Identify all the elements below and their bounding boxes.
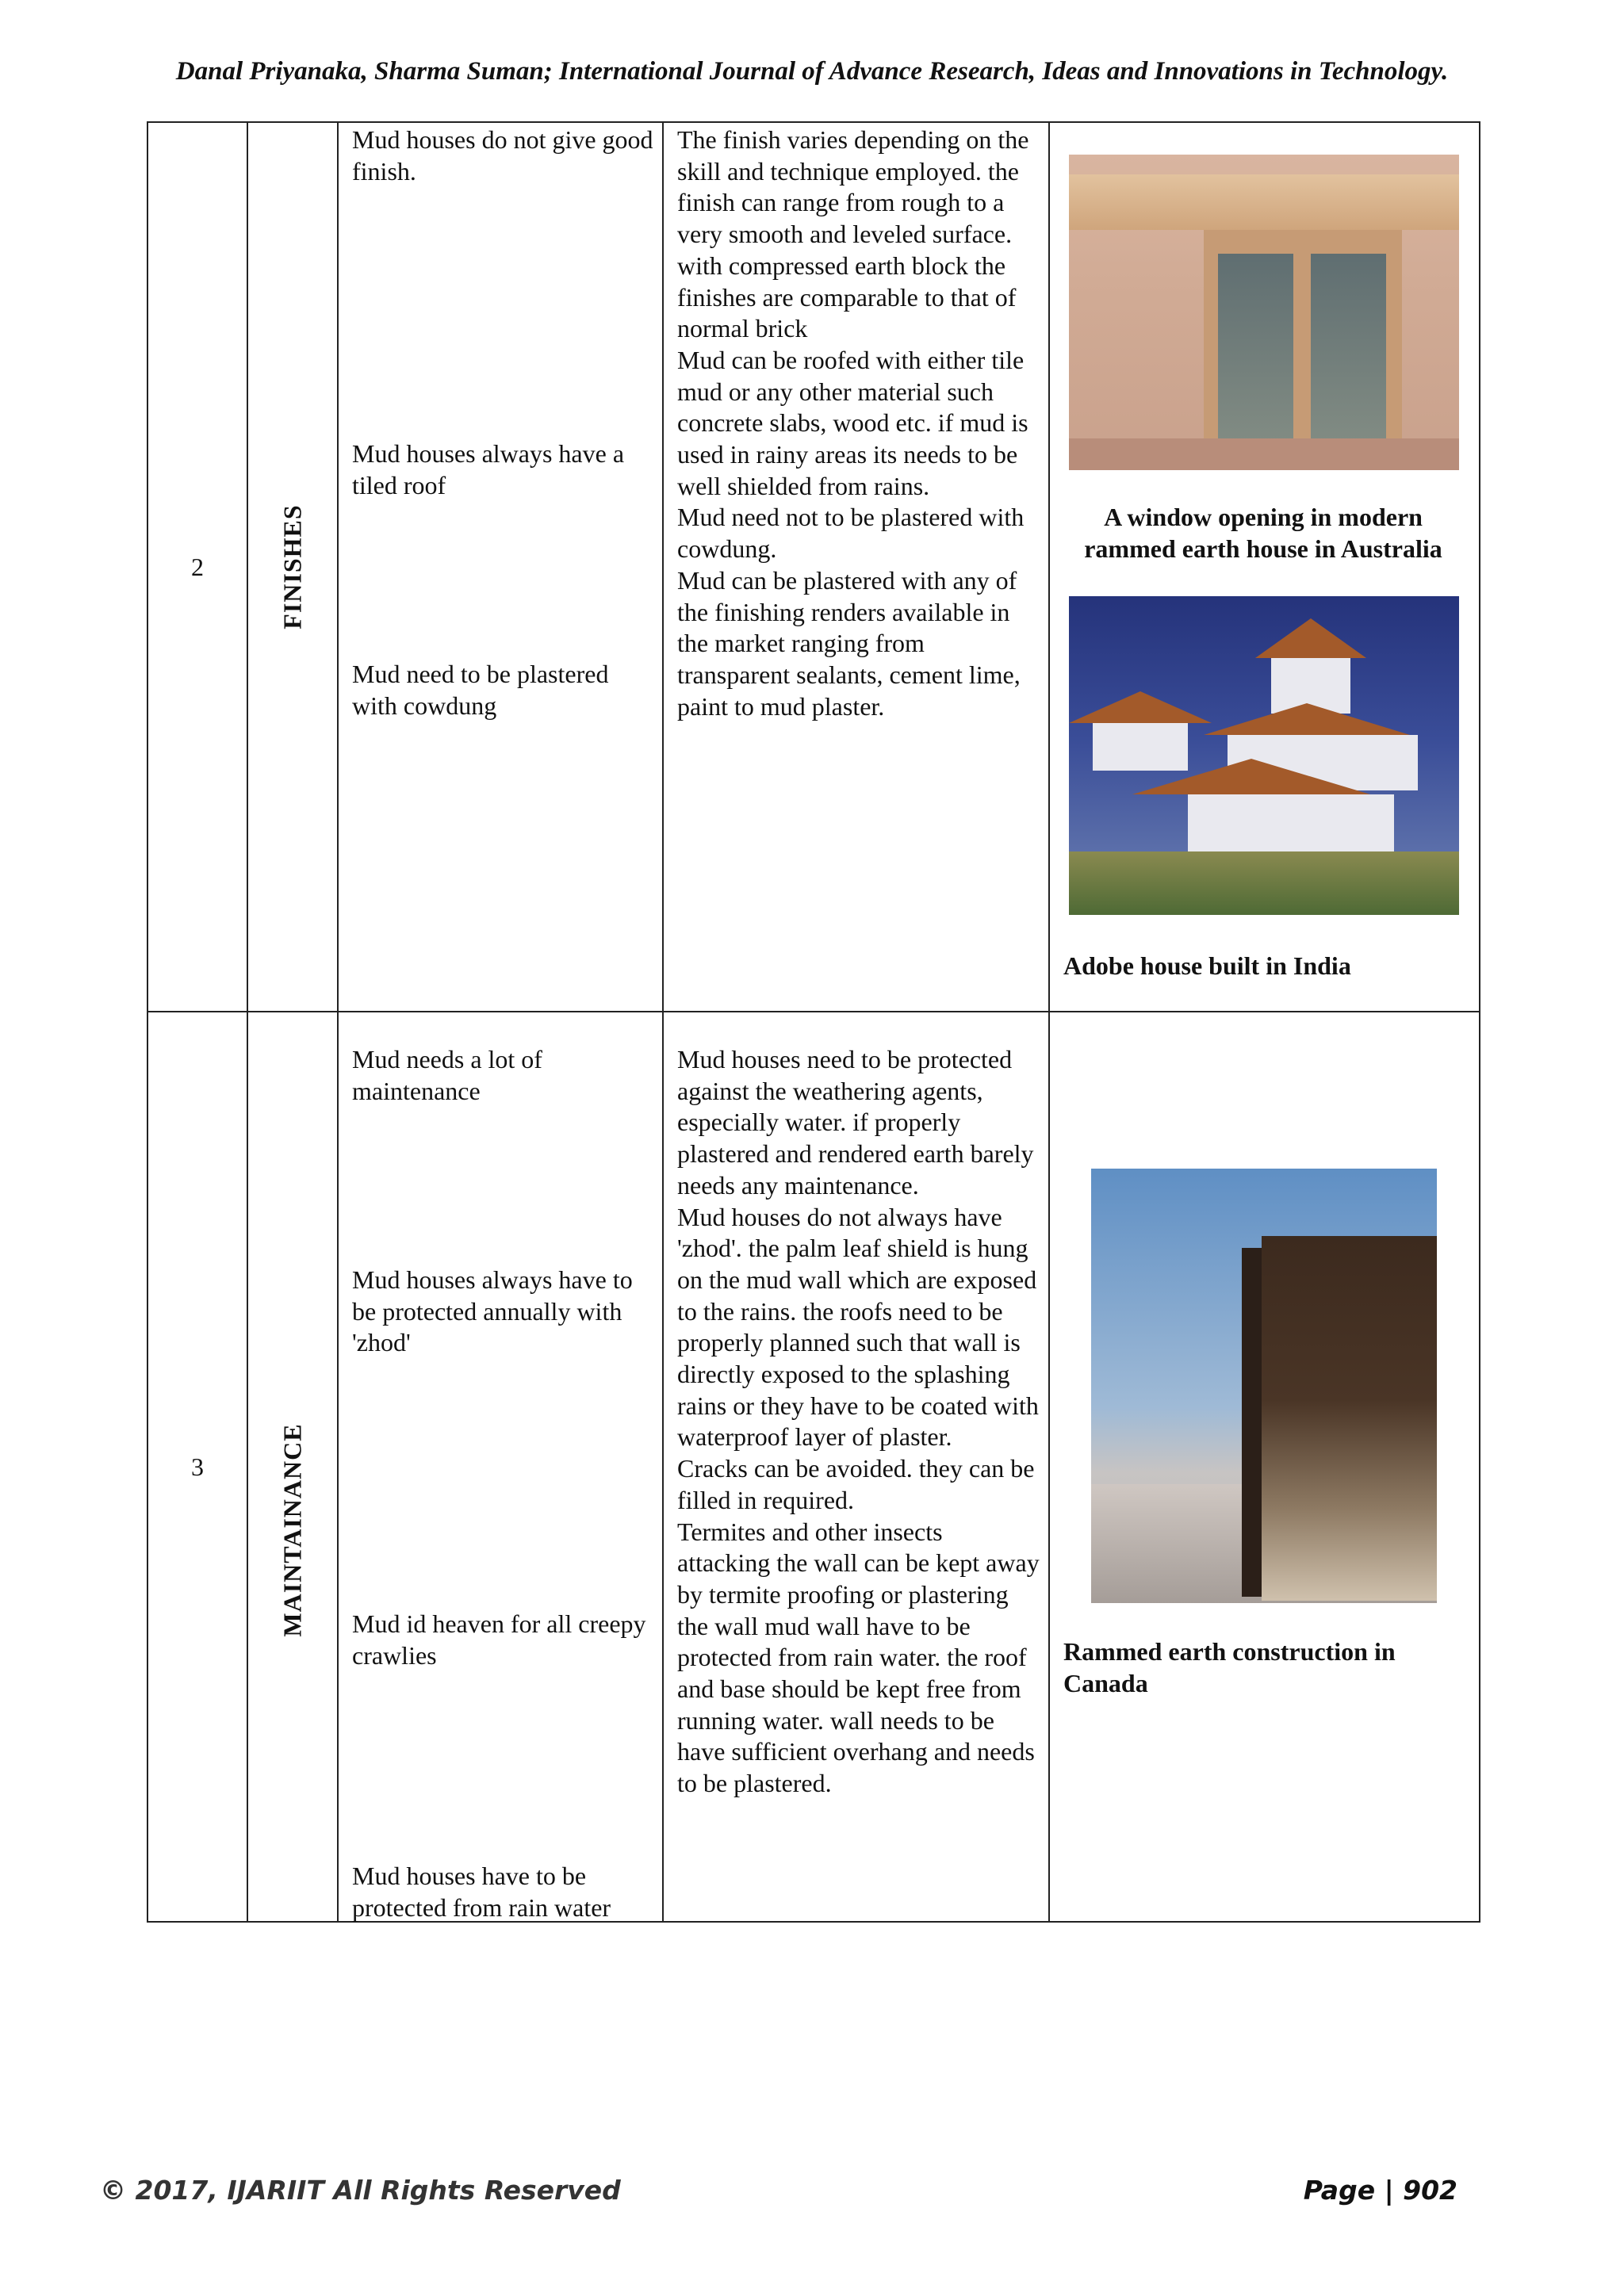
fact-text: Cracks can be avoided. they can be filled in required. bbox=[677, 1454, 1035, 1514]
myth-text: Mud id heaven for all creepy crawlies bbox=[352, 1609, 646, 1670]
category-cell bbox=[247, 1012, 338, 1922]
fact-text: Mud houses need to be protected against the weathering agents, especially water. if properly plastered and rendered earth barely needs any maintenance. bbox=[677, 1045, 1034, 1200]
myth-text: Mud houses always have a tiled roof bbox=[352, 439, 625, 499]
myth-text: Mud houses do not give good finish. bbox=[352, 125, 653, 186]
fact-text: The finish varies depending on the skill and technique employed. the finish can range from rough to a very smooth and leveled surface. with compressed earth block the finishes are comparable to that of normal brick bbox=[677, 125, 1029, 343]
fact-text: Mud can be plastered with any of the finishing renders available in the market ranging from transparent sealants, cement lime, paint to mud plaster. bbox=[677, 565, 1021, 721]
table-row-maintenance bbox=[147, 1012, 1480, 1922]
adobe-house-photo bbox=[1069, 596, 1459, 915]
fact-text: Termites and other insects attacking the wall can be kept away by termite proofing or plastering the wall mud wall have to be protected from rain water. the roof and base should be kept free from running water. wall needs to be have sufficient overhang and needs to be plastered. bbox=[677, 1517, 1040, 1798]
myths-cell bbox=[338, 122, 663, 1012]
facts-cell bbox=[663, 1012, 1049, 1922]
fact-text: Mud can be roofed with either tile mud or any other material such concrete slabs, wood etc. if mud is used in rainy areas its needs to be well shielded from rains. bbox=[677, 345, 1028, 500]
row-number: 2 bbox=[147, 122, 247, 1012]
fact-text: Mud houses do not always have 'zhod'. the palm leaf shield is hung on the mud wall which are exposed to the rains. the roofs need to be properly planned such that wall is directly exposed to the splashing rains or they have to be coated with waterproof layer of plaster. bbox=[677, 1202, 1039, 1452]
journal-header: Danal Priyanaka, Sharma Suman; International Journal of Advance Research, Ideas and Innovations in Technology. bbox=[175, 57, 1449, 86]
images-cell bbox=[1049, 122, 1480, 1012]
window-photo bbox=[1069, 155, 1459, 470]
image-caption: Rammed earth construction in Canada bbox=[1063, 1637, 1396, 1697]
table-row-finishes bbox=[147, 122, 1480, 1012]
myth-text: Mud houses always have to be protected annually with 'zhod' bbox=[352, 1265, 633, 1357]
fact-text: Mud need not to be plastered with cowdung. bbox=[677, 503, 1025, 564]
myth-text: Mud need to be plastered with cowdung bbox=[352, 660, 609, 720]
facts-cell bbox=[663, 122, 1049, 1012]
category-cell bbox=[247, 122, 338, 1012]
images-cell bbox=[1049, 1012, 1480, 1922]
myth-text: Mud needs a lot of maintenance bbox=[352, 1045, 542, 1105]
image-caption: A window opening in modern rammed earth house in Australia bbox=[1084, 503, 1442, 563]
row-number: 3 bbox=[147, 1012, 247, 1922]
myth-text: Mud houses have to be protected from rain water bbox=[352, 1862, 611, 1922]
rammed-earth-photo bbox=[1091, 1169, 1437, 1603]
myths-facts-table bbox=[147, 121, 1480, 1923]
page-number: Page | 902 bbox=[1303, 2175, 1457, 2206]
image-caption: Adobe house built in India bbox=[1063, 951, 1351, 980]
myths-cell bbox=[338, 1012, 663, 1922]
copyright-footer: © 2017, IJARIIT All Rights Reserved bbox=[100, 2175, 621, 2206]
category-label: FINISHES bbox=[278, 504, 307, 629]
category-label: MAINTAINANCE bbox=[278, 1423, 307, 1637]
